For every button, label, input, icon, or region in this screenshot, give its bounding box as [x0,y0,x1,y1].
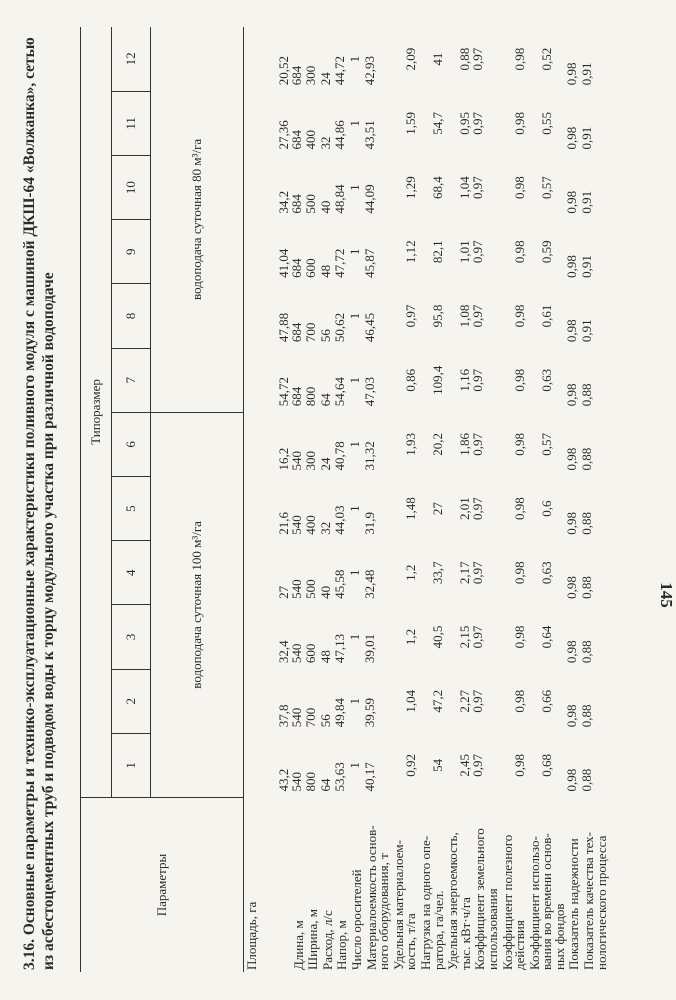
parameter-name-line: действия [512,920,528,970]
table-cell: 27 [276,585,291,599]
parameter-name-line: вания во времени основ- [539,833,555,970]
table-cell: 1 [346,248,362,256]
table-cell: 0,98 [511,625,527,649]
table-cell: 32,4 [276,640,291,664]
table-cell: 34,2 [276,190,291,214]
table-cell: 1,2 [402,628,418,646]
table-cell: 54,7 [429,112,445,135]
table-cell: 0,97 [470,433,486,456]
table-cell: 500 [303,579,319,599]
table-cell: 1,2 [402,564,418,581]
parameter-name-line: Коэффициент полезного [499,834,515,970]
parameter-name-line: Напор, м [334,920,350,970]
table-cell: 82,1 [429,240,445,264]
table-cell: 1 [346,120,362,127]
table-cell: 27,36 [276,120,291,150]
table-cell: 0,91 [579,126,595,150]
table-cell: 37,8 [276,704,291,728]
table-cell: 684 [288,258,304,278]
table-cell: 0,98 [511,689,527,713]
table-cell: 0,88 [579,576,595,599]
table-row [320,27,335,972]
params-header: Параметры [81,798,244,973]
parameter-name-line: Площадь, га [244,901,259,970]
table-row [349,27,364,972]
table-cell: 40 [317,200,333,214]
table-cell: 0,88 [579,447,595,471]
parameter-name-line: ного оборудования, т [376,853,392,970]
table-cell: 1,12 [402,240,418,264]
table-cell: 0,97 [402,304,418,328]
table-cell: 0,88 [579,704,595,728]
table-cell: 540 [288,707,304,728]
table-cell: 540 [288,772,304,792]
table-cell: 50,62 [332,312,348,343]
parameter-name-line: Показатель качества тех- [581,831,597,970]
table-cell: 48,84 [332,184,348,214]
table-cell: 540 [288,579,304,599]
type-number-header: 4 [112,541,151,605]
table-cell: 44,03 [332,505,348,535]
water-80-header: водоподача суточная 80 м³/га [151,27,244,412]
table-cell: 0,98 [511,433,527,456]
table-cell: 0,88 [579,511,595,535]
parameter-name-line: тыс. кВт·ч/га [457,897,473,970]
table-row [244,27,291,972]
table-cell: 45,87 [361,248,377,278]
table-cell: 0,91 [579,319,595,343]
table-cell: 39,59 [361,698,377,728]
table-cell: 64 [317,393,333,407]
table-cell: 47,2 [429,689,445,713]
type-number-header: 7 [112,348,151,412]
table-cell: 0,98 [564,62,580,86]
table-cell: 32,48 [361,569,377,599]
table-cell: 44,72 [332,56,348,86]
table-row [500,27,527,972]
table-cell: 47,72 [332,248,348,278]
table-cell: 64 [317,778,333,792]
table-cell: 24 [317,72,333,86]
table-cell: 1 [346,55,362,63]
table-cell: 0,97 [470,497,486,520]
parameter-name-line: Материалоемкость основ- [363,825,379,970]
table-cell: 1,01 [457,240,473,264]
parameter-name [391,798,418,973]
table-cell: 1 [346,633,362,641]
table-cell: 540 [288,515,304,535]
table-row [581,27,608,972]
table-cell: 1 [346,762,362,769]
table-cell: 27 [429,502,445,516]
table-body [244,27,609,972]
table-cell: 47,13 [332,633,348,664]
table-cell: 0,98 [564,190,580,214]
type-number-header: 2 [112,669,151,733]
table-row [445,27,472,972]
parameter-name-line: кость, т/га [403,913,419,970]
table-cell: 49,84 [332,698,348,728]
table-cell: 48 [317,264,333,278]
parameter-name [445,798,472,973]
type-number-header: 6 [112,412,151,476]
parameter-name-line: Расход, л/с [319,910,335,970]
type-number-header: 9 [112,220,151,284]
table-cell: 43,2 [276,768,291,792]
parameter-name-line: ных фондов [551,903,567,970]
parameter-name [500,798,527,973]
type-number-header: 12 [112,27,151,91]
table-row [527,27,567,972]
table-cell: 68,4 [429,176,445,199]
table-cell: 0,97 [470,240,486,264]
table-cell: 0,88 [579,383,595,407]
parameter-name [527,798,567,973]
table-cell: 47,03 [361,377,377,407]
table-cell: 0,97 [470,625,486,649]
table-row [364,27,391,972]
table-cell: 2,27 [457,689,473,713]
table-row [305,27,320,972]
table-cell: 1 [346,184,362,191]
table-cell: 31,9 [361,511,377,535]
table-cell: 40,17 [361,762,377,792]
table-cell: 0,98 [564,447,580,471]
table-cell: 0,98 [511,304,527,328]
parameter-name [472,798,499,973]
table-cell: 540 [288,643,304,664]
table-cell: 2,45 [457,754,473,777]
table-cell: 48 [317,650,333,664]
table-cell: 400 [303,515,319,535]
table-cell: 0,91 [579,62,595,86]
table-cell: 700 [303,322,319,343]
table-cell: 0,88 [579,640,595,664]
type-header: Типоразмер [81,27,112,798]
table-row [334,27,349,972]
parameter-name-line: Показатель надежности [566,838,582,970]
table-cell: 0,98 [564,768,580,792]
table-cell: 109,4 [429,365,445,395]
table-cell: 0,64 [538,625,554,649]
table-cell: 95,8 [429,304,445,328]
table-cell: 600 [303,258,319,278]
table-cell: 0,91 [579,255,595,278]
table-cell: 54,72 [276,377,291,407]
table-cell: 684 [288,322,304,343]
table-cell: 300 [303,65,319,86]
table-cell: 0,68 [538,754,554,777]
table-row [472,27,499,972]
table-cell: 0,97 [470,176,486,199]
table-cell: 0,59 [538,240,554,264]
table-cell: 400 [303,129,319,150]
parameter-name-line: Нагрузка на одного опе- [417,835,433,970]
type-number-header: 3 [112,605,151,669]
table-cell: 0,6 [538,500,554,517]
parameter-name-line: Ширина, м [305,909,321,970]
table-cell: 41,04 [276,248,291,278]
table-cell: 0,63 [538,368,554,392]
table-cell: 1,29 [402,176,418,199]
table-cell: 300 [303,450,319,471]
table-cell: 0,88 [457,47,473,71]
table-cell: 0,57 [538,176,554,199]
table-cell: 20,2 [429,433,445,456]
table-row [291,27,306,972]
table-cell: 56 [317,329,333,343]
table-cell: 0,98 [511,176,527,199]
table-cell: 1,16 [457,368,473,392]
table-cell: 0,55 [538,112,554,135]
table-cell: 41 [429,52,445,66]
table-cell: 0,98 [564,319,580,343]
table-cell: 1 [346,312,362,320]
table-cell: 40,78 [332,441,348,471]
table-cell: 0,91 [579,190,595,214]
parameters-table [80,27,608,972]
table-cell: 54 [429,758,445,772]
type-number-header: 11 [112,91,151,155]
table-cell: 20,52 [276,56,291,86]
parameter-name-line: Коэффициент земельного [472,828,488,970]
table-cell: 2,17 [457,561,473,585]
table-cell: 24 [317,457,333,471]
table-cell: 32 [317,521,333,535]
parameter-name [305,798,320,973]
parameter-name-line: Удельная материалоем- [390,840,406,970]
parameter-name-line: использования [484,888,500,970]
page-number: 145 [657,582,676,608]
table-cell: 0,97 [470,561,486,585]
table-cell: 540 [288,450,304,471]
parameter-name-line: ратора, га/чел. [430,890,446,970]
table-cell: 600 [303,643,319,664]
parameter-name [364,798,391,973]
table-cell: 44,09 [361,184,377,214]
table-cell: 1,86 [457,433,473,456]
table-cell: 0,88 [579,768,595,792]
table-cell: 700 [303,707,319,728]
table-cell: 500 [303,194,319,214]
table-cell: 56 [317,714,333,728]
parameter-name [291,798,306,973]
table-cell: 1,59 [402,112,418,135]
table-cell: 0,98 [511,368,527,392]
table-cell: 1 [346,505,362,512]
table-cell: 0,98 [564,511,580,535]
table-cell: 1,08 [457,304,473,328]
table-cell: 0,98 [511,754,527,777]
table-cell: 0,57 [538,433,554,456]
table-cell: 0,98 [564,126,580,150]
table-cell: 2,01 [457,497,473,520]
table-cell: 44,86 [332,120,348,150]
table-cell: 2,15 [457,625,473,649]
table-cell: 1,04 [457,176,473,199]
table-cell: 0,97 [470,754,486,777]
table-cell: 0,61 [538,304,554,328]
table-row [418,27,445,972]
table-cell: 0,92 [402,754,418,777]
table-cell: 800 [303,386,319,407]
type-number-header: 10 [112,155,151,219]
parameter-name [581,798,608,973]
table-cell: 0,98 [564,255,580,278]
table-cell: 0,97 [470,47,486,71]
table-cell: 1 [346,697,362,705]
parameter-name [349,798,364,973]
type-number-header: 5 [112,476,151,540]
table-cell: 0,63 [538,561,554,585]
parameter-name-line: нологического процесса [593,835,609,970]
type-number-header: 1 [112,733,151,797]
table-cell: 21,6 [276,511,291,535]
table-cell: 0,98 [564,704,580,728]
table-cell: 40 [317,585,333,599]
table-cell: 0,95 [457,112,473,135]
table-cell: 0,97 [470,689,486,713]
parameter-name [244,798,291,973]
parameter-name [418,798,445,973]
table-cell: 0,97 [470,112,486,135]
table-cell: 39,01 [361,633,377,664]
table-cell: 45,58 [332,569,348,599]
table-cell: 1,48 [402,497,418,520]
table-cell: 53,63 [332,762,348,792]
table-cell: 31,32 [361,441,377,471]
table-cell: 43,51 [361,120,377,150]
parameter-name-line: Число оросителей [348,869,364,970]
table-caption: 3.16. Основные параметры и технико-эксплуатационные характеристики поливного модуля с машиной ДКШ-64 «Волжанка», сетью из асбестоцементных труб и подводом воды к торцу модульного участка при различной водоподаче [21,37,57,970]
table-cell: 0,98 [564,383,580,407]
table-cell: 684 [288,129,304,150]
parameter-name [334,798,349,973]
table-cell: 1,04 [402,689,418,713]
table-cell: 46,45 [361,312,377,343]
header-row-top [81,27,112,972]
table-cell: 40,5 [429,625,445,649]
table-cell: 0,98 [564,640,580,664]
table-cell: 0,98 [564,576,580,599]
table-cell: 0,86 [402,368,418,392]
table-cell: 1,93 [402,433,418,456]
table-cell: 54,64 [332,377,348,407]
table-cell: 47,88 [276,312,291,343]
water-100-header: водоподача суточная 100 м³/га [151,412,244,797]
table-row [391,27,418,972]
table-cell: 0,98 [511,497,527,520]
table-row [566,27,581,972]
parameter-name [320,798,335,973]
table-cell: 33,7 [429,561,445,585]
table-cell: 1 [346,441,362,448]
table-cell: 684 [288,386,304,407]
table-cell: 0,98 [511,240,527,264]
table-cell: 32 [317,136,333,150]
table-cell: 0,98 [511,47,527,71]
table-cell: 0,98 [511,112,527,135]
table-cell: 16,2 [276,447,291,471]
table-cell: 0,52 [538,47,554,71]
table-cell: 1 [346,569,362,577]
table-cell: 0,66 [538,689,554,713]
parameter-name-line: Удельная энергоемкость, [445,832,461,970]
parameter-name-line: Длина, м [290,920,306,970]
parameter-name-line: Коэффициент использо- [526,836,542,970]
table-cell: 684 [288,65,304,86]
table-cell: 42,93 [361,56,377,86]
table-cell: 0,97 [470,304,486,328]
table-cell: 1 [346,376,362,384]
table-cell: 0,98 [511,561,527,585]
table-cell: 0,97 [470,368,486,392]
parameter-name [566,798,581,973]
table-cell: 800 [303,772,319,792]
table-cell: 684 [288,194,304,214]
type-number-header: 8 [112,284,151,348]
table-cell: 2,09 [402,47,418,71]
